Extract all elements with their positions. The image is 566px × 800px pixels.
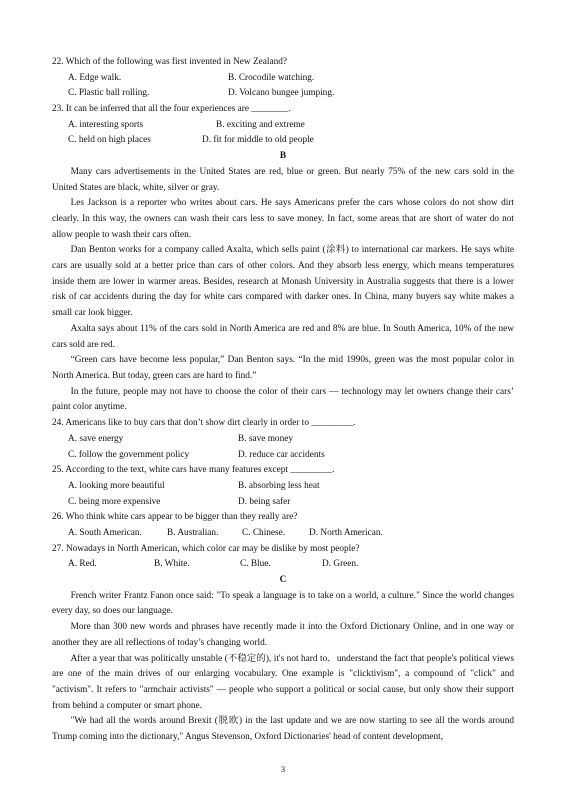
question-26-option-d: D. North American. (309, 527, 383, 538)
question-24-option-b: B. save money (238, 433, 293, 444)
question-25-options-row-2 (52, 495, 514, 511)
question-26-stem: 26. Who think white cars appear to be bigger than they really are? (52, 512, 298, 523)
question-23-options-row-2 (52, 133, 514, 149)
question-26-option-c: C. Chinese. (242, 527, 286, 538)
section-c-heading: C (279, 575, 287, 586)
section-b-paragraph-1: Many cars advertisements in the United States are red, blue or green. But nearly 75% of the new cars sold in the United States are black, white, silver or gray. (52, 166, 514, 193)
section-c-paragraph-4: "We had all the words around Brexit (脱欧) in the last update and we are now starting to see all the words around Trump coming into the dictionary," Angus Stevenson, Oxford Dictionaries' head of content development, (52, 716, 514, 743)
question-22-stem: 22. Which of the following was first invented in New Zealand? (52, 57, 288, 67)
question-27-stem: 27. Nowadays in North American, which color car may be dislike by most people? (52, 543, 360, 554)
question-23-option-d: D. fit for middle to old people (202, 135, 314, 146)
question-24-stem: 24. Americans like to buy cars that don’t show dirt clearly in order to _________. (52, 418, 356, 429)
question-27-options-row (52, 557, 514, 573)
question-26-option-a: A. South American. (68, 527, 142, 538)
page-content (52, 55, 514, 746)
question-27-option-a: A. Red. (68, 559, 97, 570)
question-22-options-row-2 (52, 86, 514, 102)
section-b-paragraph-2: Les Jackson is a reporter who writes about cars. He says Americans prefer the cars whose colors do not show dirt clearly. In this way, the owners can wash their cars less to save money. In fact, some areas that are short of water do not allow people to wash their cars often. (52, 198, 514, 240)
section-c-paragraph-1: French writer Frantz Fanon once said: "To speak a language is to take on a world, a culture." Since the world changes every day, so does our language. (52, 590, 514, 617)
question-25-option-d: D. being safer (238, 496, 291, 507)
question-24-options-row-1 (52, 432, 514, 448)
question-23-option-b: B. exciting and extreme (216, 119, 305, 130)
question-26-options-row (52, 526, 514, 542)
question-23-stem: 23. It can be inferred that all the four experiences are ________. (52, 104, 291, 115)
question-22-option-c: C. Plastic ball rolling. (68, 88, 150, 99)
question-23-options-row-1 (52, 118, 514, 134)
question-27-option-b: B. White. (154, 559, 190, 570)
question-24-option-a: A. save energy (68, 433, 124, 444)
section-b-paragraph-4: Axalta says about 11% of the cars sold in North America are red and 8% are blue. In South America, 10% of the new cars sold are red. (52, 323, 514, 350)
question-27-option-d: D. Green. (322, 559, 359, 570)
question-24-options-row-2 (52, 448, 514, 464)
question-26-option-b: B. Australian. (167, 527, 219, 538)
section-b-heading: B (279, 151, 287, 162)
page-number: 3 (280, 764, 286, 774)
question-25-options-row-1 (52, 479, 514, 495)
section-b-paragraph-6: In the future, people may not have to choose the color of their cars — technology may let owners change their cars’ paint color anytime. (52, 386, 514, 413)
section-b-paragraph-5: “Green cars have become less popular,” Dan Benton says. “In the mid 1990s, green was the most popular color in North America. But today, green cars are hard to find.” (52, 355, 514, 381)
question-22-options-row-1 (52, 71, 514, 87)
question-23-option-c: C. held on high places (68, 135, 151, 146)
question-24-option-c: C. follow the government policy (68, 449, 190, 460)
question-25-option-a: A. looking more beautiful (68, 480, 165, 491)
section-c-paragraph-2: More than 300 new words and phrases have recently made it into the Oxford Dictionary Online, and in one way or another they are all reflections of today’s changing world. (52, 622, 514, 648)
question-22-option-b: B. Crocodile watching. (228, 72, 315, 83)
question-25-option-b: B. absorbing less heat (238, 480, 320, 491)
question-22-option-d: D. Volcano bungee jumping. (228, 88, 335, 99)
question-23-option-a: A. interesting sports (68, 119, 144, 130)
question-24-option-d: D. reduce car accidents (238, 449, 325, 460)
question-22-option-a: A. Edge walk. (68, 72, 122, 83)
question-27-option-c: C. Blue. (240, 559, 271, 570)
question-25-option-c: C. being more expensive (68, 496, 161, 507)
section-b-paragraph-3: Dan Benton works for a company called Axalta, which sells paint (涂料) to international car markers. He says white cars are usually sold at a better price than cars of other colors. And they absorb less energy, which means temperatures inside them are lower in warmer areas. Besides, research at Monash University in Australia suggests that there is a lower risk of car accidents during the day for white cars compared with darker ones. In China, many buyers say white makes a small car look bigger. (52, 245, 514, 319)
question-25-stem: 25. According to the text, white cars have many features except _________. (52, 465, 335, 476)
section-c-paragraph-3: After a year that was politically unstable (不稳定的), it's not hard to．understand the fact that people's political views are one of the main drives of our enlarging vocabulary. One example is "clicktivism", a compound of "click" and "activism". It refers to "armchair activists" — people who support a political or social cause, but only show their support from behind a computer or smart phone. (52, 653, 514, 711)
